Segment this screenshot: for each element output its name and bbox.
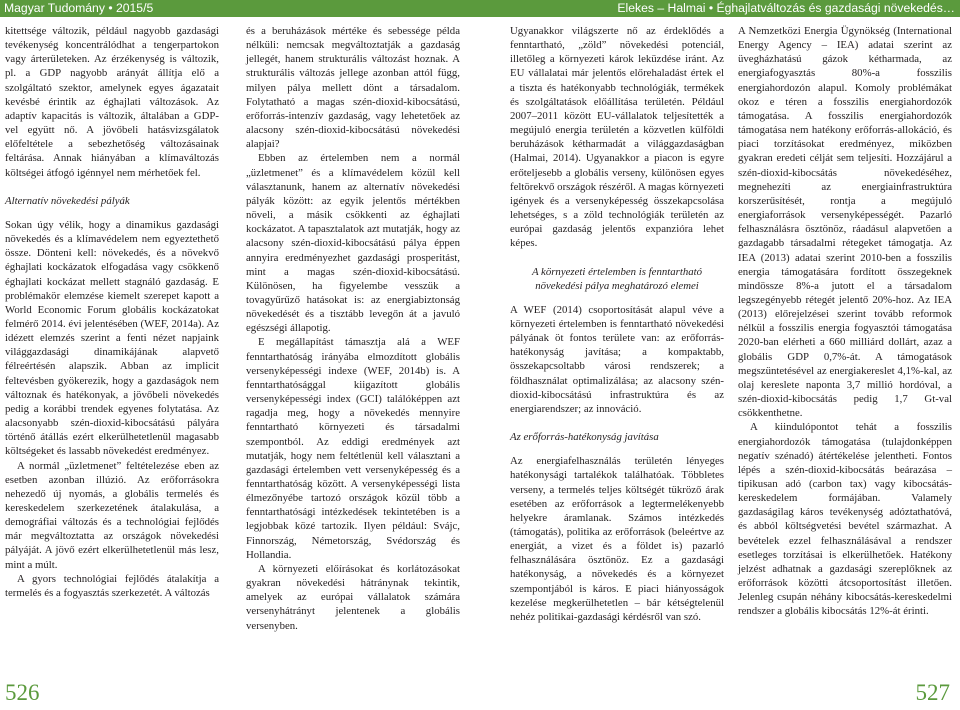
column-1 <box>5 24 219 600</box>
column-2 <box>246 24 460 633</box>
paragraph: és a beruházások mértéke és sebessége példa nélküli: nemcsak megváltoztatják a gazdaság jellegét, hanem strukturális változást hoznak. A strukturális változás jellege azonban attól függ, milyen pálya mellett dönt a társadalom. Folytatható a magas szén-dioxid-kibocsátású, erőforrás-intenzív gazdaság, vagy lehetetőek az alacsony szén-dioxid-kibocsátású növekedési alapjai? <box>246 25 460 151</box>
paragraph: Ugyanakkor világszerte nő az érdeklődés a fenntartható, „zöld” növekedési potenciál, illetőleg a környezeti károk leküzdése iránt. Az EU vállalatai már jelentős előrehaladást értek el a tiszta és hatékonyabb technológiák, termékek és szolgáltatások előállítása területén. Például 2007–2011 között EU-vállalatok teljesítették a megújuló energia területén a közvetlen külföldi beruházások kétharmadát a világgazdaságban (Halmai, 2014). Ugyanakkor a piacon is egyre erőteljesebb a globális verseny, különösen egyes feltörekvő országok részéről. A magas környezeti igények és a versenyképesség összekapcsolása lehetséges, s a zöld technológiák területén az európai gazdaság jelentős expanzióra lehet képes. <box>510 25 724 250</box>
paragraph: A gyors technológiai fejlődés átalakítja a termelés és a fogyasztás szerkezetét. A változás <box>5 572 219 599</box>
paragraph: A Nemzetközi Energia Ügynökség (International Energy Agency – IEA) adatai szerint az üvegházhatású gázok kétharmada, az energiafogyasztás 80%-a fosszilis energiahordozón alapul. Komoly problémákat okoz e téren a fosszilis energiahordozók támogatása. A fosszilis energiahordozók támogatása nem hatékony erőforrás-allokáció, és piaci torzításokat eredményez, miközben gyakran eredeti célját sem teljesíti. Hozzájárul a szén-dioxid-kibocsátás növekedéséhez, megnehezíti az energiainfrastruktúra korszerűsítését, rontja a megújuló energiaforrások versenyképességét. Pazarló felhasználásra ösztönöz, ráadásul alapvetően a gazdagabb társadalmi rétegeket támogatja. Az IEA (2013) adatai szerint 2010-ben a fosszilis energia támogatására fordított összegeknek mindössze 8%-a jutott el a társadalom legszegényebb rétegét jelentő 20%-hoz. Az IEA (2013) előrejelzései szerint tovább reformok nélkül a fosszilis energia fogyasztói támogatása 2020-ban elérheti a 660 milliárd dollárt, azaz a globális GDP 0,7%-át. A támogatások megszüntetésével az energiakereslet 4,1%-kal, az olaj kereslete naponta 3,7 millió hordóval, a szén-dioxid-kibocsátás pedig 1,7 Gt-val csökkenthetne. <box>738 25 952 420</box>
column-4 <box>738 24 952 619</box>
paragraph: Ebben az értelemben nem a normál „üzletmenet” és a klímavédelem közül kell választanunk, hanem az alternatív növekedési pályák között: az egyik jelentős mértékben növeli, a másik csökkenti az éghajlati kockázatot. A tapasztalatok azt mutatják, hogy az alacsony szén-dioxid-kibocsátású pálya éppen annyira eredményezhet gazdasági prosperitást, mint a magas szén-dioxid-kibocsátású. Különösen, ha figyelembe vesszük a tovagyűrűző hatásokat is: az energiabiztonság növekedését és a tisztább levegőn át a javuló egészségi állapotig. <box>246 152 460 335</box>
paragraph: Az energiafelhasználás területén lényeges hatékonysági tartalékok találhatóak. Többletes verseny, a termelés teljes költségét tükröző árak esetében az erőforrások a legtermelékenyebb helyekre áramlanak. Számos intézkedés (támogatás), politika az erőforrások (beleértve az energiát, a vizet és a földet is) pazarló felhasználására ösztönöz. Ez a gazdasági hatékonyság, a növekedés és a környezet szempontjából is káros. E piaci hiányosságok kezelése megkerülhetetlen – bár kétségtelenül nehéz politikai-gazdasági kérdésről van szó. <box>510 455 724 623</box>
running-header-right: Elekes – Halmai • Éghajlatváltozás és gazdasági növekedés… <box>492 0 960 17</box>
paragraph: Sokan úgy vélik, hogy a dinamikus gazdasági növekedés és a klímavédelem nem egyeztethető össze. Dönteni kell: növekedés, és a növekvő éghajlati kockázatok elfogadása vagy csökkenő éghajlati kockázat mellett stagnáló gazdaság. E problémakör elemzése kiemelt szerepet kapott a World Economic Forum globális kockázatokat felmérő 2014. évi jelentésében (WEF, 2014a). Az idézett elemzés szerint a fenti nézet napjaink világgazdasági dinamikájának alapvető félreértésén alapszik. Abban az implicit feltevésben gyökerezik, hogy a gazdaságok nem változnak és hatékonyak, a jövőbeli növekedés pedig a korábbi trendek egyenes folytatása. Az alacsonyabb szén-dioxid-kibocsátású pályára történő átállás ezért elkerülhetetlenül magasabb költségeket és lassabb növekedést eredményez. <box>5 218 219 458</box>
column-3 <box>510 24 724 624</box>
paragraph: kitettsége változik, például nagyobb gazdasági tevékenység koncentrálódhat a tengerpartokon vagy árterületeken. Az érzékenység is változik, pl. a GDP nagyobb arányát állítja elő a szolgáltató szektor, amelynek egyes ágazatait kevésbé érintik az éghajlati változások. Az adaptív kapacitás is változik, általában a GDP-vel együtt nő. A jövőbeli hatásvizsgálatok előfeltétele a sebezhetőség változásainak feltárása. Annak hiányában a klímaváltozás költségei átfogó igénnyel nem mérhetőek fel. <box>5 25 219 179</box>
paragraph: E megállapítást támasztja alá a WEF fenntarthatóság irányába elmozdított globális versenyképességi indexe (WEF, 2014b) is. A fenntarthatósággal kiigazított globális versenyképességi index (GCI) találóképpen azt ragadja meg, hogy a növekedés mennyire fenntartható környezeti és társadalmi szempontból. Az eddigi eredmények azt mutatják, hogy nem feltétlenül kell választani a gazdasági értelemben vett versenyképesség és a fenntarthatóság között. A versenyképességi lista élmezőnyébe tartozó országok közül több a fenntarthatósági intézkedések tekintetében is a legjobbak közé tartozik. Ilyen például: Svájc, Finnország, Németország, Svédország és Hollandia. <box>246 336 460 561</box>
running-header-left: Magyar Tudomány • 2015/5 <box>0 0 492 17</box>
paragraph: A normál „üzletmenet” feltételezése eben az esetben azonban illúzió. Az erőforrásokra nehezedő új nyomás, a globális termelés és kereskedelem szerkezetének átalakulása, a demográfiai változás és a technológiai fejlődés már megváltoztatta az országok növekedési pályáját. A jövő ezért elkerülhetetlenül más lesz, mint a múlt. <box>5 459 219 571</box>
page-number-left: 526 <box>5 680 40 705</box>
section-heading: A környezeti értelemben is fenntartható növekedési pálya meghatározó elemei <box>531 265 703 292</box>
section-heading: Az erőforrás-hatékonyság javítása <box>510 431 659 444</box>
section-heading: Alternatív növekedési pályák <box>5 194 130 207</box>
paragraph: A környezeti előírásokat és korlátozásokat gyakran növekedési hátránynak tekintik, amelyek az európai vállalatok számára versenyhátrányt jelentenek a globális versenyben. <box>246 562 460 632</box>
page-number-right: 527 <box>915 680 950 705</box>
paragraph: A WEF (2014) csoportosítását alapul véve a környezeti értelemben is fenntartható növekedési pályának öt fontos területe van: az erőforrás-hatékonyság javítása; a kompaktabb, összekapcsoltabb városi rendszerek; a földhasználat optimalizálása; az alacsony szén-dioxid-kibocsátású infrastruktúra és az energiarendszer; az innováció. <box>510 303 724 415</box>
paragraph: A kiindulópontot tehát a fosszilis energiahordozók támogatása (tulajdonképpen negatív szénadó) átértékelése jelentheti. Fontos lépés a szén-dioxid-kibocsátás beárazása – tipikusan adó (carbon tax) vagy kibocsátás-kereskedelem formájában. Valamely gazdaságilag káros tevékenység adóztathatóvá, és abból költségvetési bevétel származhat. A bevételek ezzel felhasználásával a rendszer esetleges torzításai is elkerülhetőek. Hatékony jelzést adhatnak a gazdasági szereplőknek az erőforrások közötti átcsoportosítást illetően. Jelenleg csupán néhány kibocsátás-kereskedelmi rendszer a globális kibocsátás 12%-át érinti. <box>738 421 952 618</box>
